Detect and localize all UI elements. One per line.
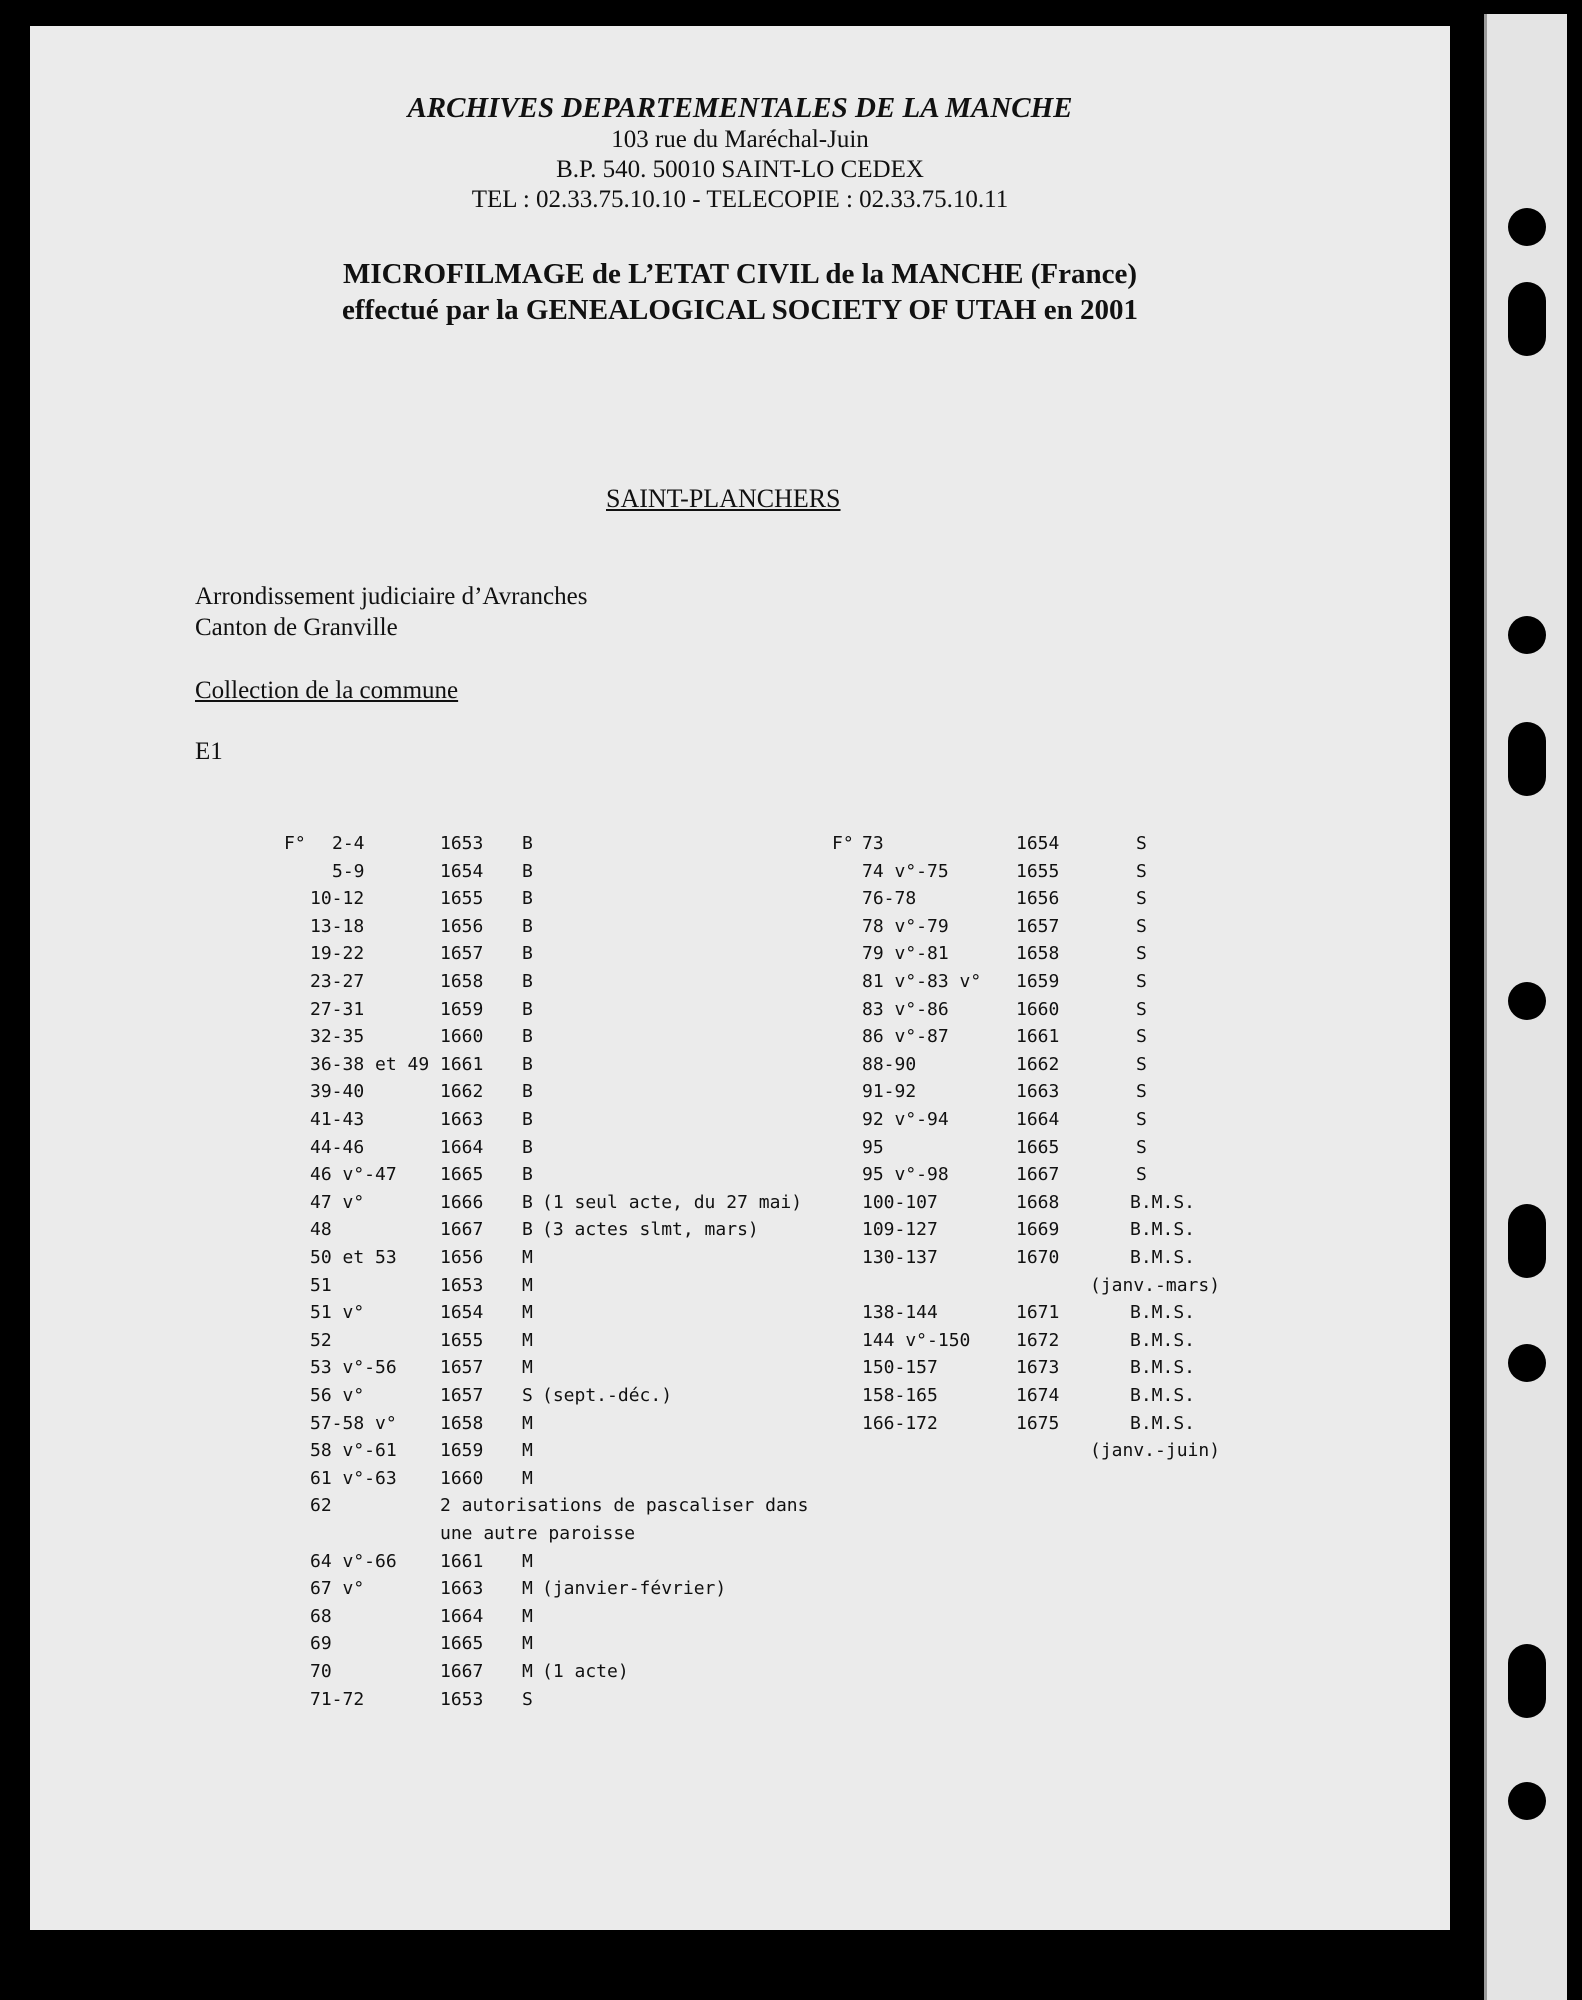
row-note: (sept.-déc.) bbox=[542, 1385, 673, 1406]
folio-range: 79 v°-81 bbox=[862, 943, 949, 965]
act-type: B bbox=[522, 1026, 533, 1048]
act-type: B bbox=[522, 1164, 533, 1186]
year: 1668 bbox=[1016, 1191, 1060, 1213]
folio-range: 52 bbox=[310, 1329, 332, 1351]
year: 1660 bbox=[440, 1026, 484, 1048]
year: 1667 bbox=[440, 1219, 484, 1241]
folio-label-left: F° bbox=[284, 833, 306, 854]
year: 1657 bbox=[440, 1385, 484, 1406]
microfilm-title-2: effectué par la GENEALOGICAL SOCIETY OF UTAH en 2001 bbox=[342, 294, 1138, 326]
act-type: B bbox=[522, 1081, 533, 1103]
act-type: S bbox=[1136, 1109, 1147, 1130]
perforation-hole bbox=[1508, 722, 1546, 796]
perforation-hole bbox=[1508, 1782, 1546, 1820]
perforation-hole bbox=[1508, 208, 1546, 246]
folio-range: 70 bbox=[310, 1661, 332, 1682]
act-type: B bbox=[522, 915, 533, 937]
collection-heading: Collection de la commune bbox=[195, 677, 459, 704]
folio-range: 138-144 bbox=[862, 1302, 938, 1324]
act-type: B.M.S. bbox=[1130, 1302, 1196, 1324]
year: 1665 bbox=[1016, 1136, 1060, 1158]
note-text: 2 autorisations de pascaliser dans bbox=[440, 1495, 809, 1517]
year: 1674 bbox=[1016, 1385, 1060, 1406]
act-type: M bbox=[522, 1467, 533, 1489]
year: 1653 bbox=[440, 833, 484, 854]
row-note: (3 actes slmt, mars) bbox=[542, 1219, 759, 1241]
act-type: S bbox=[1136, 1053, 1147, 1075]
year: 1661 bbox=[440, 1053, 484, 1075]
act-type: B.M.S. bbox=[1130, 1191, 1196, 1213]
year: 1654 bbox=[1016, 833, 1060, 854]
folio-range: 166-172 bbox=[862, 1412, 938, 1434]
act-type: B bbox=[522, 998, 533, 1020]
folio-range: 48 bbox=[310, 1219, 332, 1241]
act-type: M bbox=[522, 1605, 533, 1627]
year: 1663 bbox=[440, 1109, 484, 1130]
folio-range: 69 bbox=[310, 1633, 332, 1655]
act-type: B.M.S. bbox=[1130, 1385, 1196, 1406]
folio-range: 5-9 bbox=[332, 860, 365, 882]
year: 1675 bbox=[1016, 1412, 1060, 1434]
act-type: B bbox=[522, 1219, 533, 1241]
act-type: B bbox=[522, 860, 533, 882]
folio-range: 86 v°-87 bbox=[862, 1026, 949, 1048]
folio-range: 56 v° bbox=[310, 1385, 365, 1406]
perforation-hole bbox=[1508, 282, 1546, 356]
folio-range: 76-78 bbox=[862, 888, 917, 910]
act-type: S bbox=[1136, 943, 1147, 965]
act-type: B.M.S. bbox=[1130, 1329, 1196, 1351]
year: 1653 bbox=[440, 1274, 484, 1296]
archives-title: ARCHIVES DEPARTEMENTALES DE LA MANCHE bbox=[407, 92, 1073, 124]
folio-range: 130-137 bbox=[862, 1247, 938, 1268]
folio-range: 51 v° bbox=[310, 1302, 365, 1324]
act-type: B bbox=[522, 1053, 533, 1075]
year: 1660 bbox=[440, 1467, 484, 1489]
folio-range: 27-31 bbox=[310, 998, 365, 1020]
folio-range: 67 v° bbox=[310, 1578, 365, 1600]
folio-range: 158-165 bbox=[862, 1385, 938, 1406]
folio-range: 71-72 bbox=[310, 1688, 365, 1710]
year: 1667 bbox=[440, 1661, 484, 1682]
act-type: S bbox=[1136, 1136, 1147, 1158]
act-type: B.M.S. bbox=[1130, 1357, 1196, 1379]
folio-range: 13-18 bbox=[310, 915, 365, 937]
year: 1662 bbox=[440, 1081, 484, 1103]
address-line-1: 103 rue du Maréchal-Juin bbox=[611, 126, 869, 153]
folio-range: 81 v°-83 v° bbox=[862, 971, 982, 992]
act-type: S bbox=[1136, 888, 1147, 910]
folio-range: 150-157 bbox=[862, 1357, 938, 1379]
folio-range: 50 et 53 bbox=[310, 1247, 397, 1268]
year: 1654 bbox=[440, 860, 484, 882]
microfilm-title-1: MICROFILMAGE de L’ETAT CIVIL de la MANCHE (France) bbox=[342, 258, 1138, 290]
act-type: B.M.S. bbox=[1130, 1412, 1196, 1434]
perforation-hole bbox=[1508, 1204, 1546, 1278]
folio-range: 83 v°-86 bbox=[862, 998, 949, 1020]
year: 1664 bbox=[1016, 1109, 1060, 1130]
document-page bbox=[30, 26, 1450, 1930]
act-type: M bbox=[522, 1357, 533, 1379]
act-type: M bbox=[522, 1633, 533, 1655]
year: 1661 bbox=[440, 1550, 484, 1572]
act-type: M bbox=[522, 1302, 533, 1324]
act-type: M bbox=[522, 1412, 533, 1434]
year: 1662 bbox=[1016, 1053, 1060, 1075]
folio-range: 92 v°-94 bbox=[862, 1109, 949, 1130]
act-type: B bbox=[522, 1136, 533, 1158]
row-note: (1 acte) bbox=[542, 1661, 629, 1682]
year: 1660 bbox=[1016, 998, 1060, 1020]
folio-range: 61 v°-63 bbox=[310, 1467, 397, 1489]
year: 1664 bbox=[440, 1605, 484, 1627]
year: 1666 bbox=[440, 1191, 484, 1213]
folio-range: 95 bbox=[862, 1136, 884, 1158]
act-type: B bbox=[522, 888, 533, 910]
act-type: S bbox=[1136, 915, 1147, 937]
folio-range: 100-107 bbox=[862, 1191, 938, 1213]
folio-range: 62 bbox=[310, 1495, 332, 1517]
year: 1667 bbox=[1016, 1164, 1060, 1186]
microfilm-perforation-strip bbox=[1484, 14, 1567, 2000]
act-type: S bbox=[522, 1385, 533, 1406]
year: 1659 bbox=[1016, 971, 1060, 992]
year: 1654 bbox=[440, 1302, 484, 1324]
row-note: (janv.-juin) bbox=[1090, 1440, 1221, 1462]
act-type: S bbox=[1136, 1026, 1147, 1048]
year: 1658 bbox=[440, 971, 484, 992]
folio-range: 36-38 et 49 bbox=[310, 1053, 430, 1075]
year: 1659 bbox=[440, 998, 484, 1020]
act-type: M bbox=[522, 1661, 533, 1682]
act-type: M bbox=[522, 1578, 533, 1600]
act-type: B.M.S. bbox=[1130, 1247, 1196, 1268]
year: 1655 bbox=[1016, 860, 1060, 882]
year: 1656 bbox=[1016, 888, 1060, 910]
year: 1657 bbox=[1016, 915, 1060, 937]
folio-range: 46 v°-47 bbox=[310, 1164, 397, 1186]
cote-label: E1 bbox=[195, 738, 223, 765]
act-type: S bbox=[1136, 998, 1147, 1020]
year: 1669 bbox=[1016, 1219, 1060, 1241]
folio-range: 88-90 bbox=[862, 1053, 917, 1075]
year: 1673 bbox=[1016, 1357, 1060, 1379]
row-note: (1 seul acte, du 27 mai) bbox=[542, 1191, 803, 1213]
folio-label-right: F° bbox=[832, 833, 854, 854]
year: 1672 bbox=[1016, 1329, 1060, 1351]
act-type: M bbox=[522, 1247, 533, 1268]
year: 1664 bbox=[440, 1136, 484, 1158]
act-type: M bbox=[522, 1550, 533, 1572]
year: 1659 bbox=[440, 1440, 484, 1462]
act-type: S bbox=[522, 1688, 533, 1710]
folio-range: 53 v°-56 bbox=[310, 1357, 397, 1379]
row-note: (janvier-février) bbox=[542, 1578, 727, 1600]
address-line-2: B.P. 540. 50010 SAINT-LO CEDEX bbox=[556, 156, 924, 183]
year: 1658 bbox=[440, 1412, 484, 1434]
folio-range: 39-40 bbox=[310, 1081, 365, 1103]
folio-range: 41-43 bbox=[310, 1109, 365, 1130]
note-text: une autre paroisse bbox=[440, 1523, 636, 1544]
year: 1661 bbox=[1016, 1026, 1060, 1048]
year: 1653 bbox=[440, 1688, 484, 1710]
perforation-hole bbox=[1508, 616, 1546, 654]
act-type: B bbox=[522, 833, 533, 854]
year: 1670 bbox=[1016, 1247, 1060, 1268]
perforation-hole bbox=[1508, 982, 1546, 1020]
act-type: S bbox=[1136, 971, 1147, 992]
year: 1656 bbox=[440, 1247, 484, 1268]
act-type: S bbox=[1136, 833, 1147, 854]
folio-range: 95 v°-98 bbox=[862, 1164, 949, 1186]
address-line-3: TEL : 02.33.75.10.10 - TELECOPIE : 02.33.75.10.11 bbox=[471, 186, 1009, 213]
act-type: M bbox=[522, 1329, 533, 1351]
year: 1657 bbox=[440, 1357, 484, 1379]
act-type: B.M.S. bbox=[1130, 1219, 1196, 1241]
act-type: B bbox=[522, 971, 533, 992]
perforation-hole bbox=[1508, 1644, 1546, 1718]
year: 1665 bbox=[440, 1164, 484, 1186]
year: 1665 bbox=[440, 1633, 484, 1655]
act-type: B bbox=[522, 1109, 533, 1130]
folio-range: 10-12 bbox=[310, 888, 365, 910]
year: 1657 bbox=[440, 943, 484, 965]
folio-range: 58 v°-61 bbox=[310, 1440, 397, 1462]
arrondissement: Arrondissement judiciaire d’Avranches bbox=[195, 583, 588, 610]
row-note: (janv.-mars) bbox=[1090, 1274, 1221, 1296]
folio-range: 64 v°-66 bbox=[310, 1550, 397, 1572]
act-type: S bbox=[1136, 1164, 1147, 1186]
year: 1671 bbox=[1016, 1302, 1060, 1324]
folio-range: 19-22 bbox=[310, 943, 365, 965]
act-type: M bbox=[522, 1274, 533, 1296]
year: 1663 bbox=[440, 1578, 484, 1600]
folio-range: 57-58 v° bbox=[310, 1412, 397, 1434]
year: 1656 bbox=[440, 915, 484, 937]
folio-range: 23-27 bbox=[310, 971, 365, 992]
year: 1658 bbox=[1016, 943, 1060, 965]
act-type: S bbox=[1136, 860, 1147, 882]
act-type: S bbox=[1136, 1081, 1147, 1103]
act-type: M bbox=[522, 1440, 533, 1462]
folio-range: 73 bbox=[862, 833, 884, 854]
folio-range: 47 v° bbox=[310, 1191, 365, 1213]
folio-range: 2-4 bbox=[332, 833, 365, 854]
folio-range: 74 v°-75 bbox=[862, 860, 949, 882]
folio-range: 51 bbox=[310, 1274, 332, 1296]
folio-range: 109-127 bbox=[862, 1219, 938, 1241]
folio-range: 44-46 bbox=[310, 1136, 365, 1158]
act-type: B bbox=[522, 1191, 533, 1213]
folio-range: 144 v°-150 bbox=[862, 1329, 971, 1351]
folio-range: 91-92 bbox=[862, 1081, 917, 1103]
perforation-hole bbox=[1508, 1344, 1546, 1382]
year: 1655 bbox=[440, 1329, 484, 1351]
folio-range: 68 bbox=[310, 1605, 332, 1627]
act-type: B bbox=[522, 943, 533, 965]
year: 1655 bbox=[440, 888, 484, 910]
folio-range: 78 v°-79 bbox=[862, 915, 949, 937]
year: 1663 bbox=[1016, 1081, 1060, 1103]
folio-range: 32-35 bbox=[310, 1026, 365, 1048]
commune-name: SAINT-PLANCHERS bbox=[606, 484, 841, 513]
canton: Canton de Granville bbox=[195, 614, 398, 641]
